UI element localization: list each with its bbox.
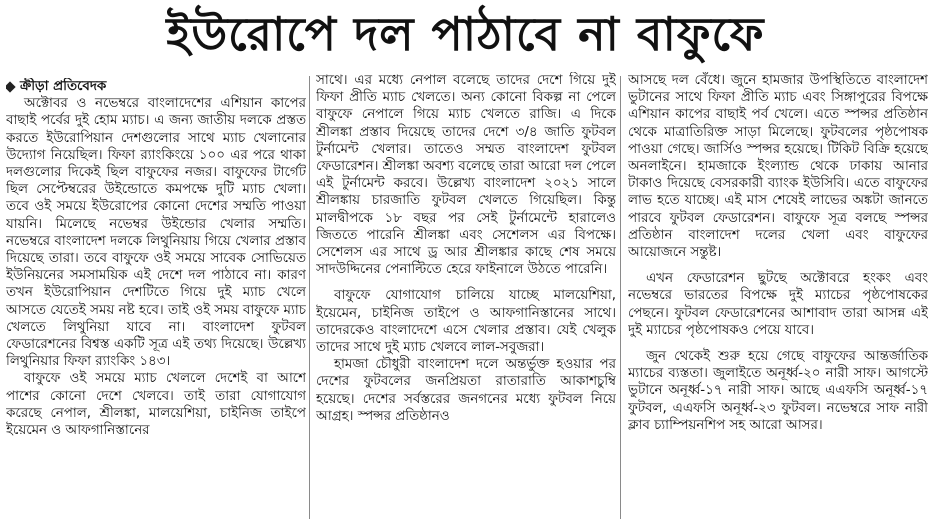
headline: ইউরোপে দল পাঠাবে না বাফুফে <box>166 7 765 61</box>
column-divider <box>620 76 621 519</box>
paragraph: অক্টোবর ও নভেম্বরে বাংলাদেশের এশিয়ান কাপের বাছাই পর্বের দুই হোম ম্যাচ। এ জন্য জাতীয় দলকে প্রস্তত করতে ইউরোপিয়ান দেশগুলোর সাথে ম্যাচ খেলানোর উদ্যোগ নিয়েছিল। ফিফা র‍্যাংকিংয়ে ১০০ এর পরে থাকা দলগুলোর দিকেই ছিল বাফুফের নজর। বাফুফের টার্গেট ছিল সেপ্টেম্বরের উইন্ডোতে কমপক্ষে দুটি ম্যাচ খেলা। তবে ওই সময়ে ইউরোপের কোনো দেশের সম্মতি পাওয়া যায়নি। মিলেছে নভেম্বর উইন্ডোর খেলার সম্মতি। নভেম্বরে বাংলাদেশ দলকে লিথুনিয়ায় গিয়ে খেলার প্রস্তাব দিয়েছে তারা। তবে বাফুফে ওই সময়ে সাবেক সোভিয়েত ইউনিয়নের সমসাময়িক এই দেশে দল পাঠাবে না। কারণ তখন ইউরোপিয়ান দেশটিতে গিয়ে দুই ম্যাচ খেলে আসতে যেতেই সময় নষ্ট হবে। তাই ওই সময় বাফুফে ম্যাচ খেলতে লিথুনিয়া যাবে না। বাংলাদেশ ফুটবল ফেডারেশনের বিশ্বস্ত একটি সূত্র এই তথ্য দিয়েছে। উল্লেখ্য লিথুনিয়ার ফিফা র‍্যাংকিং ১৪৩। <box>6 96 306 370</box>
paragraph: বাফুফে যোগাযোগ চালিয়ে যাচ্ছে মালয়েশিয়া, ইয়েমেন, চাইনিজ তাইপে ও আফগানিস্তানের সাথে। তাদেরকেও বাংলাদেশে এসে খেলার প্রস্তাব। যেই খেলুক তাদের সাথে দুই ম্যাচ খেলবে লাল-সবুজরা। <box>316 288 616 356</box>
article-column-3 <box>628 72 928 519</box>
byline <box>6 78 306 95</box>
paragraph: জুন থেকেই শুরু হয়ে গেছে বাফুফের আন্তর্জাতিক ম্যাচের ব্যস্ততা। জুলাইতে অনূর্ধ্ব-২০ নারী সাফ। আগস্টে ভুটানে অনূর্ধ্ব-১৭ নারী সাফ। আছে এএফসি অনূর্ধ্ব-১৭ ফুটবল, এএফসি অনূর্ধ্ব-২৩ ফুটবল। নভেম্বরে সাফ নারী ক্লাব চ্যাম্পিয়নশিপ সহ আরো আসর। <box>628 349 928 433</box>
bullet-icon <box>6 81 16 92</box>
paragraph: সাথে। এর মধ্যে নেপাল বলেছে তাদের দেশে গিয়ে দুই ফিফা প্রীতি ম্যাচ খেলতে। অন্য কোনো বিকল্প না পেলে বাফুফে নেপালে গিয়ে ম্যাচ খেলতে রাজি। এ দিকে শ্রীলঙ্কা প্রস্তাব দিয়েছে তাদের দেশে ৩/৪ জাতি ফুটবল টুর্নামেন্ট খেলার। তাতেও সম্মত বাংলাদেশ ফুটবল ফেডারেশন। শ্রীলঙ্কা অবশ্য বলেছে তারা আরো দল পেলে এই টুর্নামেন্ট করবে। উল্লেখ্য বাংলাদেশ ২০২১ সালে শ্রীলঙ্কায় চারজাতি ফুটবল খেলতে গিয়েছিল। কিন্তু মালদ্বীপকে ১৮ বছর পর সেই টুর্নামেন্টে হারালেও জিততে পারেনি শ্রীলঙ্কা এবং সেশেলস এর বিপক্ষে। সেশেলস এর সাথে ড্র আর শ্রীলঙ্কার কাছে শেষ সময়ে সাদউদ্দিনের পেনাল্টিতে হেরে ফাইনালে উঠতে পারেনি। <box>316 73 616 278</box>
column-divider <box>309 76 310 519</box>
article-column-1 <box>6 78 306 519</box>
article-column-2 <box>316 72 616 519</box>
paragraph: আসছে দল বেঁধে। জুনে হামজার উপস্থিতিতে বাংলাদেশ ভুটানের সাথে ফিফা প্রীতি ম্যাচ এবং সিঙ্গাপুরের বিপক্ষে এশিয়ান কাপের বাছাই পর্ব খেলে। এতে স্পন্সর প্রতিষ্ঠান থেকে মাত্রাতিরিক্ত সাড়া মিলেছে। ফুটবলের পৃষ্ঠপোষক পাওয়া গেছে। জার্সিও স্পন্সর হয়েছে। টিকিট বিক্রি হয়েছে অনলাইনে। হামজাকে ইংল্যান্ড থেকে ঢাকায় আনার টাকাও দিয়েছে বেসরকারী ব্যাংক ইউসিবি। এতে বাফুফের লাভ হতে যাচ্ছে। এই মাস শেষেই লাভের অঙ্কটা জানতে পারবে ফুটবল ফেডারেশন। বাফুফে সূত্র বলছে স্পন্সর প্রতিষ্ঠান বাংলাদেশ দলের খেলা এবং বাফুফের আয়োজনে সন্তুষ্ট। <box>628 73 928 261</box>
paragraph: হামজা চৌধুরী বাংলাদেশ দলে অন্তর্ভুক্ত হওয়ার পর দেশের ফুটবলের জনপ্রিয়তা রাতারাতি আকাশচুম্বি হয়েছে। দেশের সর্বস্তরের জনগনের মধ্যে ফুটবল নিয়ে আগ্রহ। স্পন্সর প্রতিষ্ঠানও <box>316 357 616 424</box>
paragraph: বাফুফে ওই সময়ে ম্যাচ খেললে দেশেই বা আশে পাশের কোনো দেশে খেলবে। তাই তারা যোগাযোগ করেছে নেপাল, শ্রীলঙ্কা, মালয়েশিয়া, চাইনিজ তাইপে ইয়েমেন ও আফগানিস্তানের <box>6 371 306 439</box>
byline-text: ক্রীড়া প্রতিবেদক <box>20 79 107 94</box>
paragraph: এখন ফেডারেশন ছুটছে অক্টোবরে হংকং এবং নভেম্বরে ভারতের বিপক্ষে দুই ম্যাচের পৃষ্ঠপোষকের পেছনে। ফুটবল ফেডারেশনের আশাবাদ তারা আসন্ন এই দুই ম্যাচের পৃষ্ঠপোষকও পেয়ে যাবে। <box>628 271 928 338</box>
